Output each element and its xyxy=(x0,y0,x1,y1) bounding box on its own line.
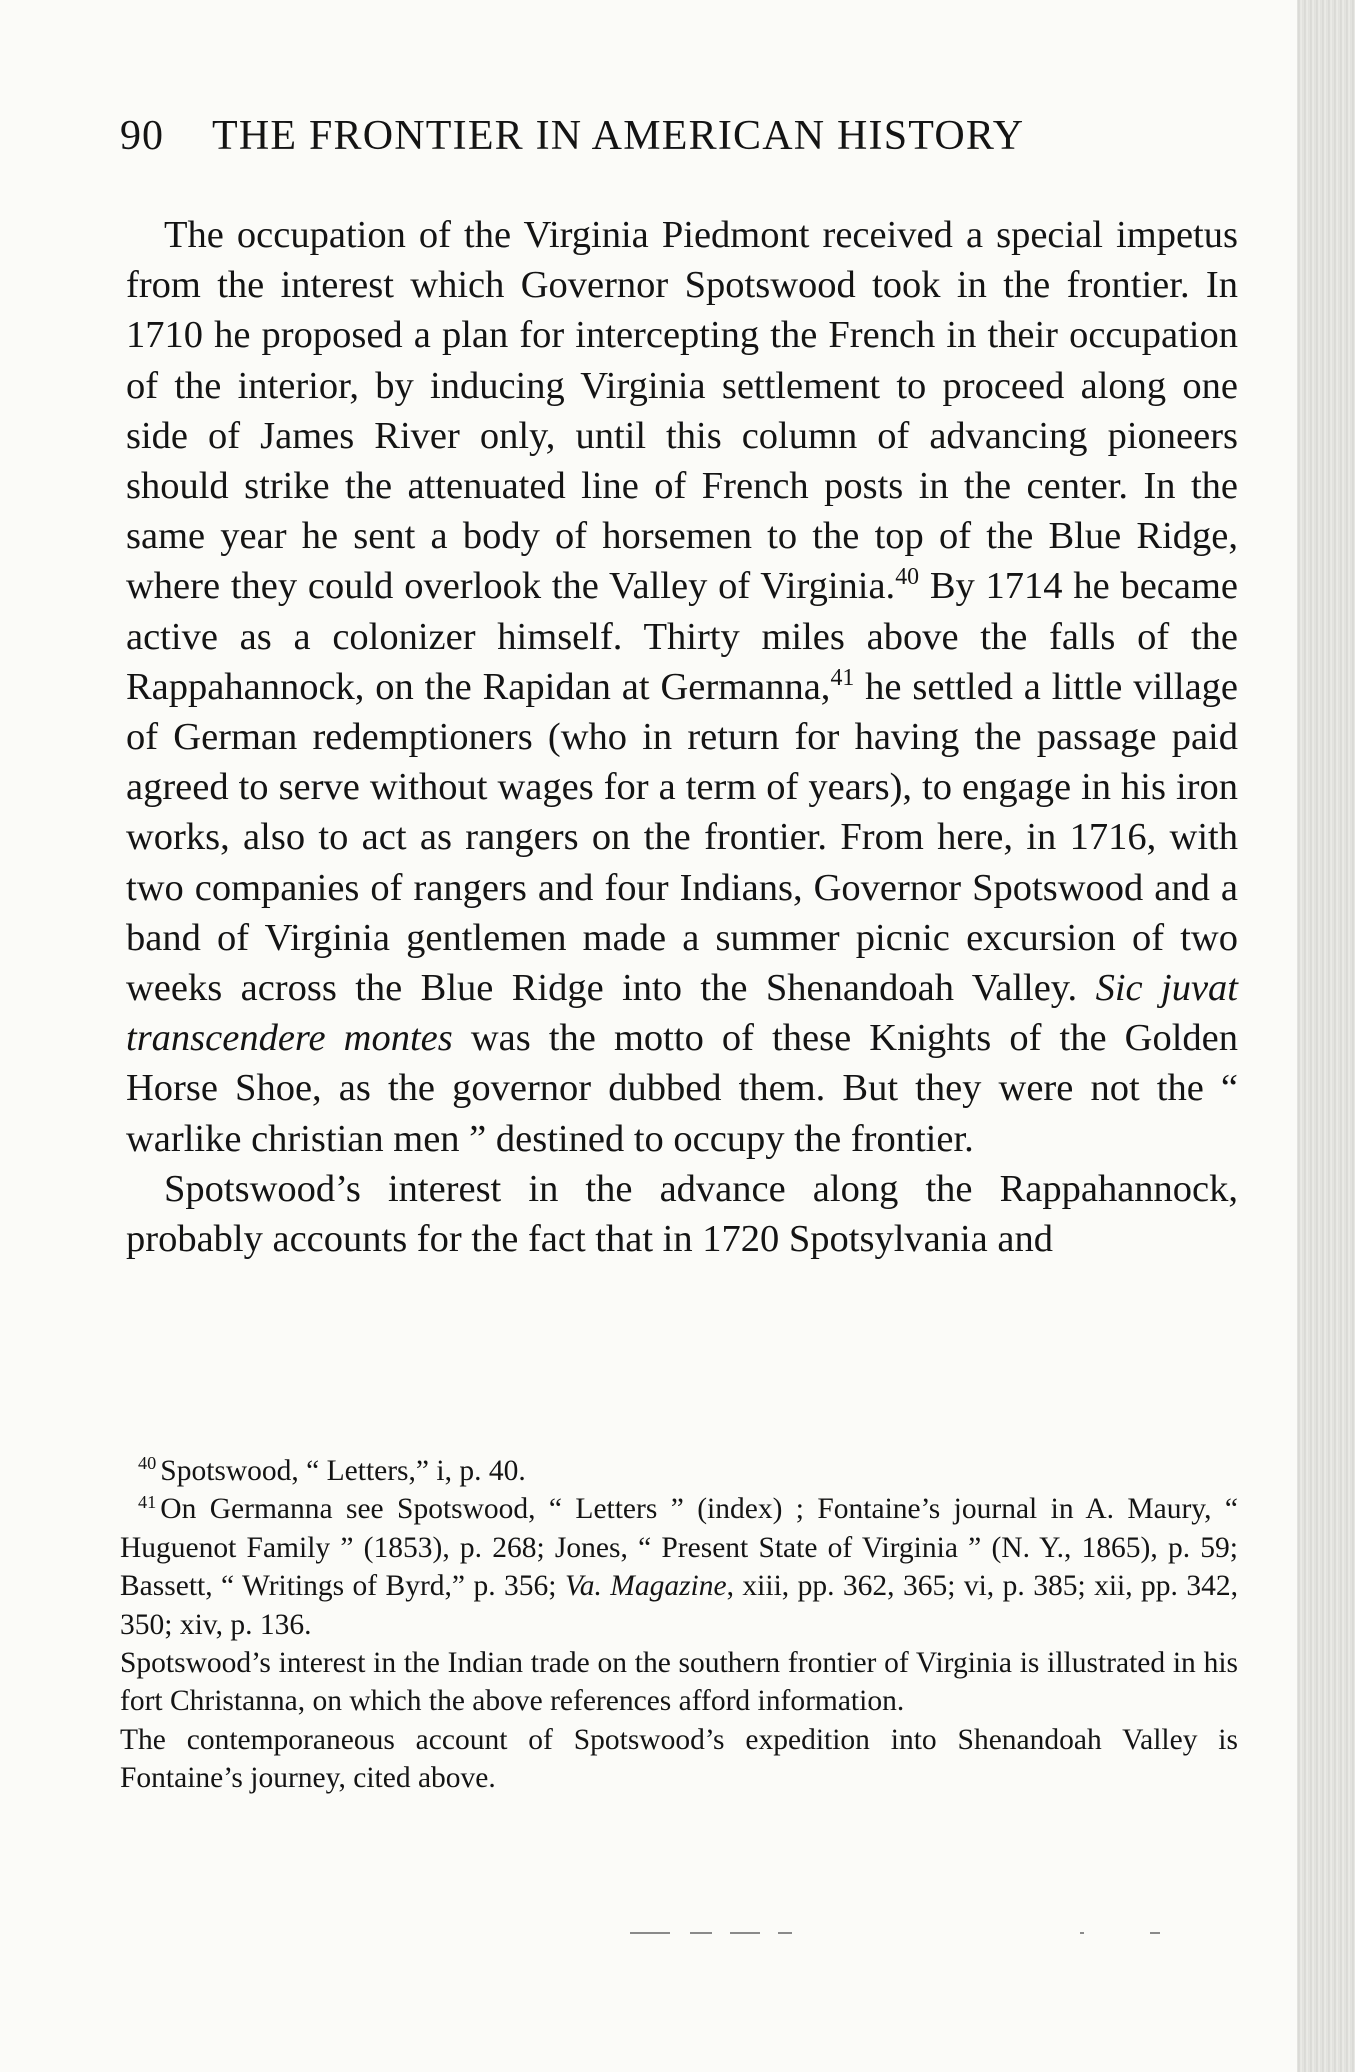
footnote-40 xyxy=(120,1452,1238,1490)
footnote-41-journal: Va. Magazine xyxy=(564,1570,727,1603)
footnote-40-text: Spotswood, “ Letters,” i, p. 40. xyxy=(160,1455,526,1487)
page-number: 90 xyxy=(120,113,164,159)
footnote-40-number: 40 xyxy=(138,1453,157,1474)
footnote-41 xyxy=(120,1490,1238,1644)
footnote-41-number: 41 xyxy=(138,1491,157,1512)
footnote-note-1: Spotswood’s interest in the Indian trade on the southern frontier of Virginia is illustrated in his fort Christanna, on which the above references afford information. xyxy=(120,1647,1238,1718)
footnote-ref-41: 41 xyxy=(830,665,855,691)
running-title: THE FRONTIER IN AMERICAN HISTORY xyxy=(212,113,1025,159)
paragraph-1 xyxy=(126,210,1238,1164)
footnote-ref-40: 40 xyxy=(895,564,920,591)
paragraph-1-part-3: he settled a little village of German redemptioners (who in return for having the passage paid agreed to serve without wages for a term of years), to engage in his iron works, also to act as rangers on the frontier. From here, in 1716, with two companies of rangers and four Indians, Governor Spotswood and a band of Virginia gentlemen made a summer picnic excursion of two weeks across the Blue Ridge into the Shenandoah Valley. xyxy=(126,665,1238,1010)
paragraph-1-part-2: By 1714 he became active as a colonizer himself. Thirty miles above the falls of the Rappahannock, on the Rapidan at Germanna, xyxy=(126,565,1238,708)
footnotes xyxy=(120,1452,1238,1798)
print-specks xyxy=(620,1928,1180,1938)
body-text xyxy=(126,210,1238,1264)
paragraph-2: Spotswood’s interest in the advance along the Rappahannock, probably accounts for the fact that in 1720 Spotsylvania and xyxy=(126,1167,1238,1261)
footnote-41-text-b: , xiii, pp. 362, 365; vi, p. 385; xii, pp. 342, 350; xiv, p. 136. xyxy=(120,1570,1238,1641)
page-edge-shadow xyxy=(1297,0,1355,2072)
latin-motto: Sic juvat transcendere montes xyxy=(126,967,1238,1060)
running-head xyxy=(120,112,1240,172)
footnote-41-text-a: On Germanna see Spotswood, “ Letters ” (index) ; Fontaine’s journal in A. Maury, “ Huguenot Family ” (1853), p. 268; Jones, “ Present State of Virginia ” (N. Y., 1865), p. 59; Bassett, “ Writings of Byrd,” p. 356; xyxy=(120,1493,1238,1603)
paragraph-1-part-4: was the motto of these Knights of the Golden Horse Shoe, as the governor dubbed them. But they were not the “ warlike christian men ” destined to occupy the frontier. xyxy=(126,1017,1238,1160)
footnote-note-2: The contemporaneous account of Spotswood’s expedition into Shenandoah Valley is Fontaine’s journey, cited above. xyxy=(120,1723,1238,1795)
paragraph-1-part-1: The occupation of the Virginia Piedmont received a special impetus from the interest which Governor Spotswood took in the frontier. In 1710 he proposed a plan for intercepting the French in their occupation of the interior, by inducing Virginia settlement to proceed along one side of James River only, until this column of advancing pioneers should strike the attenuated line of French posts in the center. In the same year he sent a body of horsemen to the top of the Blue Ridge, where they could overlook the Valley of Virginia. xyxy=(126,214,1238,608)
